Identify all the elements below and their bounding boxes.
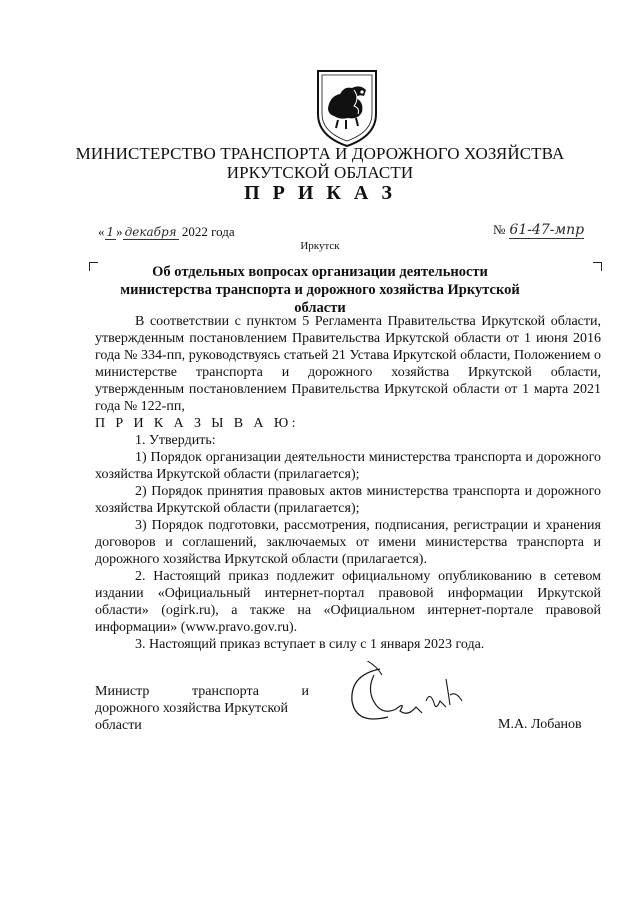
position-word-2: транспорта xyxy=(191,684,259,699)
position-word-3: и xyxy=(301,684,309,699)
city-name: Иркутск xyxy=(300,240,340,252)
irkutsk-coat-of-arms-icon xyxy=(314,68,380,148)
number-label: № xyxy=(493,222,506,237)
position-word-1: Министр xyxy=(95,684,150,699)
preamble-paragraph: В соответствии с пунктом 5 Регламента Правительства Иркутской области, утвержденным постановлением Правительства Иркутской области от 1 июня 2016 года № 334-пп, руководствуясь статьей 21 Устава Иркутской области, Положением о министерстве транспорта и дорожного хозяйства Иркутской области, утвержденным постановлением Правительства Иркутской области от 1 марта 2021 года № 122-пп, xyxy=(95,314,601,414)
item-1-subitem-3: 3) Порядок подготовки, рассмотрения, подписания, регистрации и хранения договоров и соглашений, заключаемых от имени министерства транспорта и дорожного хозяйства Иркутской области (прилагается). xyxy=(95,518,601,567)
subject-corner-left xyxy=(89,262,98,271)
date-day: 1 xyxy=(106,225,115,239)
ministry-line-2: ИРКУТСКОЙ ОБЛАСТИ xyxy=(226,163,414,182)
item-1: 1. Утвердить: xyxy=(135,433,216,448)
date-month: декабря xyxy=(124,225,177,239)
number-value: 61-47-мпр xyxy=(509,222,585,238)
prikazyvayu-heading: П Р И К А З Ы В А Ю: xyxy=(95,416,299,431)
ministry-name xyxy=(0,144,640,182)
signatory-name: М.А. Лобанов xyxy=(498,717,582,732)
date-close-quote: » xyxy=(116,224,123,239)
subject-corner-right xyxy=(593,262,602,271)
date-year: 2022 года xyxy=(181,224,235,239)
document-type-title: П Р И К А З xyxy=(244,182,396,204)
position-line-2: дорожного хозяйства Иркутской xyxy=(95,701,289,716)
order-subject: Об отдельных вопросах организации деятельности министерства транспорта и дорожного хозяйства Иркутской области xyxy=(120,264,520,316)
item-1-subitem-1: 1) Порядок организации деятельности министерства транспорта и дорожного хозяйства Иркутской области (прилагается); xyxy=(95,450,601,482)
item-2: 2. Настоящий приказ подлежит официальному опубликованию в сетевом издании «Официальный интернет-портал правовой информации Иркутской области» (ogirk.ru), а также на «Официальном интернет-портале правовой информации» (www.pravo.gov.ru). xyxy=(95,569,601,635)
handwritten-signature-icon xyxy=(336,661,476,731)
order-date xyxy=(98,224,235,240)
item-3: 3. Настоящий приказ вступает в силу с 1 января 2023 года. xyxy=(135,637,485,652)
date-open-quote: « xyxy=(98,224,105,239)
item-1-subitem-2: 2) Порядок принятия правовых актов министерства транспорта и дорожного хозяйства Иркутской области (прилагается); xyxy=(95,484,601,516)
position-line-3: области xyxy=(95,718,142,733)
signatory-position xyxy=(95,683,309,734)
position-line-1 xyxy=(95,683,309,700)
ministry-line-1: МИНИСТЕРСТВО ТРАНСПОРТА И ДОРОЖНОГО ХОЗЯЙСТВА xyxy=(75,144,565,163)
order-body xyxy=(95,313,601,653)
order-number xyxy=(493,222,584,238)
